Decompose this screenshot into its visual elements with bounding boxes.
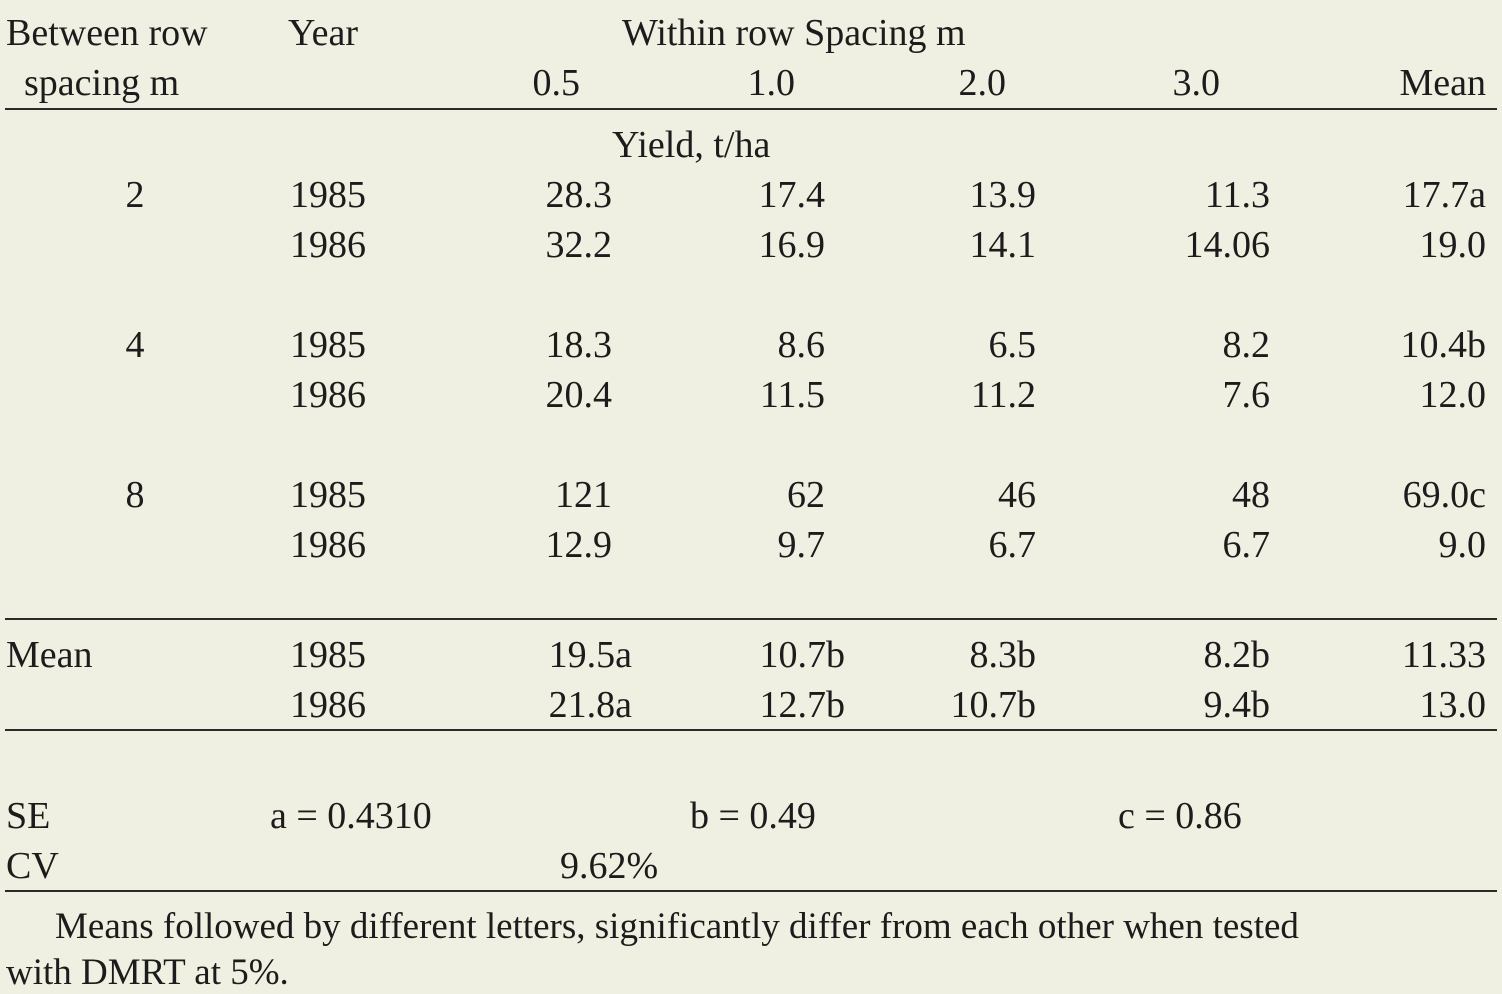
cell-2-0: 6.7 (988, 524, 1036, 566)
cell-between-spacing: 4 (125, 324, 145, 366)
cell-year: 1985 (290, 174, 366, 216)
footnote-line-1: Means followed by different letters, significantly differ from each other when tested (55, 906, 1299, 947)
cell-mean: 10.4b (1400, 324, 1486, 366)
cell-0-5: 18.3 (545, 324, 612, 366)
se-b-value: b = 0.49 (690, 795, 816, 837)
cv-value: 9.62% (560, 845, 659, 887)
mean-cell-0-5: 19.5a (548, 634, 632, 676)
cell-1-0: 62 (787, 474, 825, 516)
cell-0-5: 121 (555, 474, 612, 516)
cell-2-0: 46 (998, 474, 1036, 516)
cell-1-0: 17.4 (758, 174, 825, 216)
mean-cell-mean: 13.0 (1419, 684, 1486, 726)
header-col-3-0: 3.0 (1172, 62, 1220, 104)
mean-cell-mean: 11.33 (1401, 634, 1486, 676)
header-col-1-0: 1.0 (747, 62, 795, 104)
header-within-row-spacing: Within row Spacing m (622, 12, 966, 54)
cv-label: CV (6, 845, 59, 887)
mean-cell-3-0: 9.4b (1203, 684, 1270, 726)
cell-0-5: 12.9 (545, 524, 612, 566)
cell-year: 1986 (290, 374, 366, 416)
cell-year: 1985 (290, 474, 366, 516)
mean-label: Mean (6, 634, 93, 676)
mean-cell-3-0: 8.2b (1203, 634, 1270, 676)
cell-3-0: 48 (1232, 474, 1270, 516)
cell-2-0: 11.2 (970, 374, 1036, 416)
header-col-2-0: 2.0 (958, 62, 1006, 104)
cell-1-0: 8.6 (777, 324, 825, 366)
mean-bottom-rule (5, 729, 1497, 731)
cell-year: 1985 (290, 324, 366, 366)
mean-cell-2-0: 8.3b (969, 634, 1036, 676)
cell-mean: 9.0 (1438, 524, 1486, 566)
se-c-value: c = 0.86 (1118, 795, 1242, 837)
data-bottom-rule (5, 618, 1497, 620)
cell-3-0: 6.7 (1222, 524, 1270, 566)
cell-3-0: 11.3 (1204, 174, 1270, 216)
stats-bottom-rule (5, 890, 1497, 892)
cell-year: 1986 (290, 524, 366, 566)
mean-cell-1-0: 12.7b (759, 684, 845, 726)
cell-between-spacing: 2 (125, 174, 145, 216)
mean-cell-2-0: 10.7b (950, 684, 1036, 726)
header-col-mean: Mean (1399, 62, 1486, 104)
cell-1-0: 16.9 (758, 224, 825, 266)
mean-cell-year: 1986 (290, 684, 366, 726)
cell-0-5: 20.4 (545, 374, 612, 416)
header-year: Year (288, 12, 359, 54)
se-a-value: a = 0.4310 (270, 795, 432, 837)
yield-label: Yield, t/ha (612, 124, 771, 166)
cell-3-0: 14.06 (1184, 224, 1270, 266)
cell-2-0: 14.1 (969, 224, 1036, 266)
cell-2-0: 6.5 (988, 324, 1036, 366)
cell-2-0: 13.9 (969, 174, 1036, 216)
cell-1-0: 9.7 (777, 524, 825, 566)
cell-0-5: 28.3 (545, 174, 612, 216)
cell-0-5: 32.2 (545, 224, 612, 266)
mean-cell-year: 1985 (290, 634, 366, 676)
cell-3-0: 7.6 (1222, 374, 1270, 416)
cell-1-0: 11.5 (759, 374, 825, 416)
footnote-line-2: with DMRT at 5%. (6, 952, 289, 993)
cell-mean: 12.0 (1419, 374, 1486, 416)
mean-cell-0-5: 21.8a (548, 684, 632, 726)
cell-year: 1986 (290, 224, 366, 266)
cell-mean: 69.0c (1402, 474, 1486, 516)
cell-mean: 19.0 (1419, 224, 1486, 266)
cell-3-0: 8.2 (1222, 324, 1270, 366)
header-spacing-m: spacing m (24, 62, 180, 104)
header-col-0-5: 0.5 (532, 62, 580, 104)
mean-cell-1-0: 10.7b (759, 634, 845, 676)
se-label: SE (6, 795, 51, 837)
cell-mean: 17.7a (1402, 174, 1486, 216)
header-rule (5, 108, 1497, 110)
cell-between-spacing: 8 (125, 474, 145, 516)
header-between-row: Between row (6, 12, 208, 54)
